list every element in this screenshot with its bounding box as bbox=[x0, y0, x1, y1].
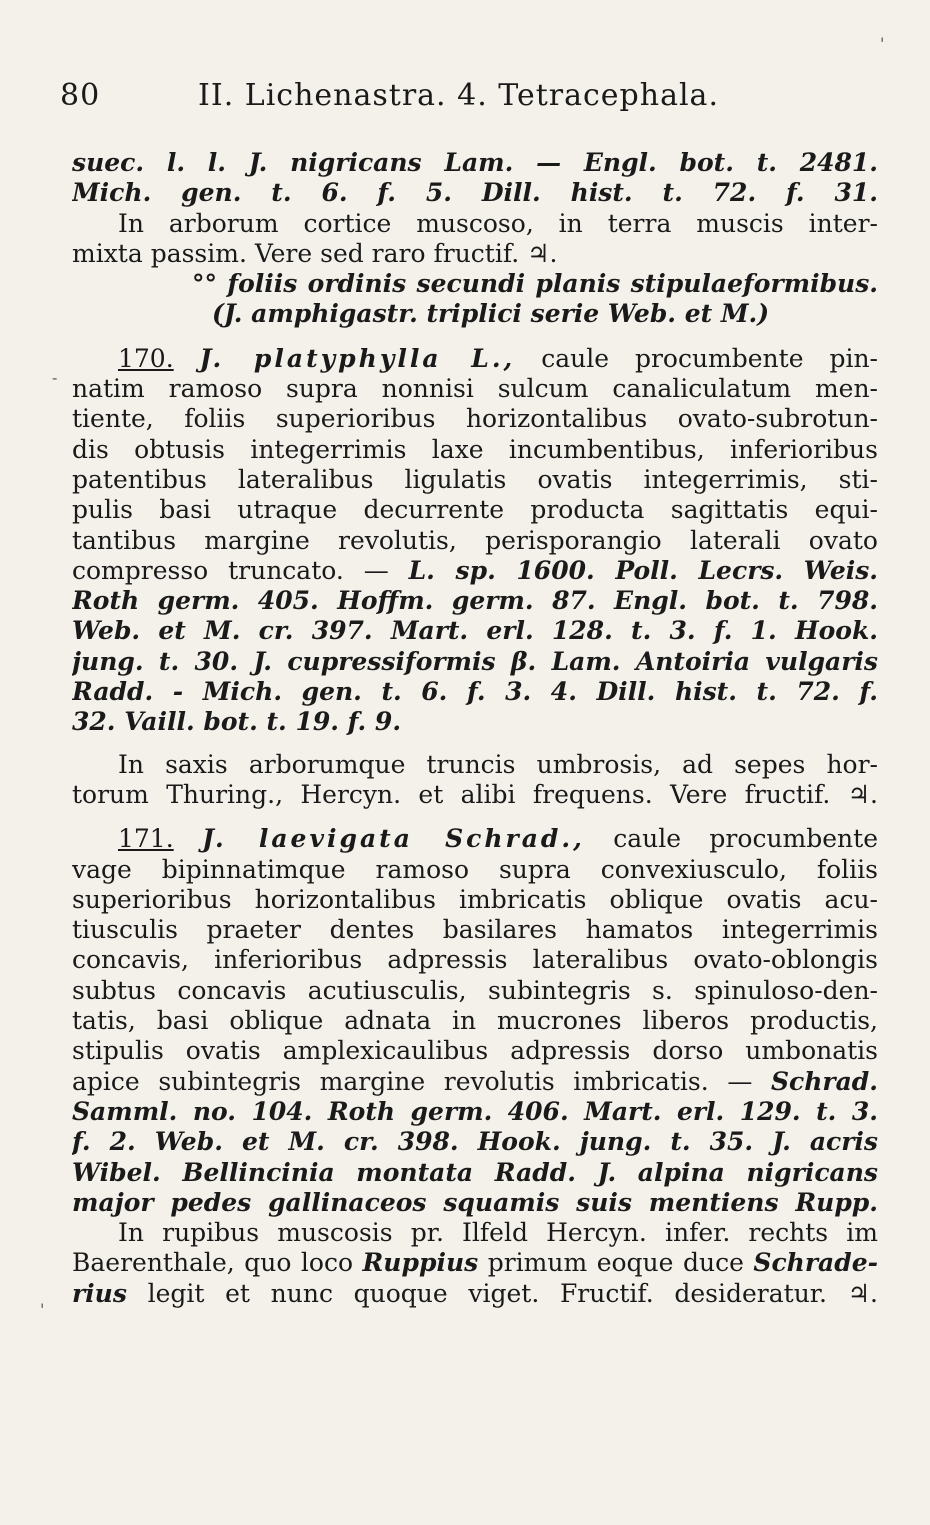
text-line bbox=[72, 1067, 878, 1097]
text-line: Radd. - Mich. gen. t. 6. f. 3. 4. Dill. hist. t. 72. f. bbox=[72, 677, 878, 707]
margin-mark: - bbox=[52, 368, 58, 387]
text-span: compresso truncato. — bbox=[72, 555, 409, 585]
text-line bbox=[72, 556, 878, 586]
page-number: 80 bbox=[60, 78, 101, 113]
text-line bbox=[72, 344, 878, 374]
entry-number: 170. bbox=[118, 343, 174, 373]
text-line: tantibus margine revolutis, perisporangio laterali ovato bbox=[72, 525, 878, 555]
text-line: 32. Vaill. bot. t. 19. f. 9. bbox=[72, 707, 402, 737]
text-span: caule procumbente bbox=[613, 824, 878, 854]
text-line: suec. l. l. J. nigricans Lam. — Engl. bot. t. 2481. bbox=[72, 148, 878, 177]
species-name: J. platyphylla L., bbox=[199, 343, 516, 373]
text-span: caule procumbente pin- bbox=[541, 343, 878, 373]
entry-number: 171. bbox=[118, 824, 174, 854]
running-title: II. Lichenastra. 4. Tetracephala. bbox=[198, 78, 719, 113]
entry-171 bbox=[72, 824, 878, 1309]
entry-170 bbox=[72, 344, 878, 810]
margin-mark: ' bbox=[880, 34, 885, 53]
text-line: tiusculis praeter dentes basilares hamatos integerrimis bbox=[72, 915, 878, 945]
page-body bbox=[72, 148, 878, 1309]
text-span: legit et nunc quoque viget. Fructif. desideratur. ♃. bbox=[126, 1278, 878, 1308]
continuation-block bbox=[72, 148, 878, 330]
text-line: jung. t. 30. J. cupressiformis β. Lam. Antoiria vulgaris bbox=[72, 646, 878, 676]
text-line: Mich. gen. t. 6. f. 5. Dill. hist. t. 72. f. 31. bbox=[72, 178, 878, 208]
text-span: apice subintegris margine revolutis imbricatis. — bbox=[72, 1066, 771, 1096]
text-line: tiente, foliis superioribus horizontalibus ovato-subrotun- bbox=[72, 404, 878, 434]
text-line: mixta passim. Vere sed raro fructif. ♃. bbox=[72, 238, 558, 268]
text-line bbox=[72, 824, 878, 854]
text-line: natim ramoso supra nonnisi sulcum canaliculatum men- bbox=[72, 374, 878, 404]
text-span: L. sp. 1600. Poll. Lecrs. Weis. bbox=[408, 555, 878, 585]
text-line: In rupibus muscosis pr. Ilfeld Hercyn. infer. rechts im bbox=[118, 1218, 878, 1248]
text-line bbox=[72, 1248, 878, 1278]
text-line: stipulis ovatis amplexicaulibus adpressis dorso umbonatis bbox=[72, 1036, 878, 1066]
text-line: superioribus horizontalibus imbricatis oblique ovatis acu- bbox=[72, 884, 878, 914]
page-header bbox=[60, 78, 880, 118]
subsection-heading: (J. amphigastr. triplici serie Web. et M.) bbox=[212, 299, 770, 329]
text-line bbox=[72, 1279, 878, 1309]
text-line: dis obtusis integerrimis laxe incumbentibus, inferioribus bbox=[72, 434, 878, 464]
text-span: primum eoque duce bbox=[478, 1248, 754, 1278]
text-line: Web. et M. cr. 397. Mart. erl. 128. t. 3. f. 1. Hook. bbox=[72, 616, 878, 646]
text-span: Ruppius bbox=[362, 1248, 479, 1278]
subsection-heading: °° foliis ordinis secundi planis stipulaeformibus. bbox=[192, 269, 878, 299]
text-line: In arborum cortice muscoso, in terra muscis inter- bbox=[118, 208, 878, 238]
text-line: Samml. no. 104. Roth germ. 406. Mart. erl. 129. t. 3. bbox=[72, 1096, 878, 1126]
text-line: patentibus lateralibus ligulatis ovatis integerrimis, sti- bbox=[72, 464, 878, 494]
species-name: J. laevigata Schrad., bbox=[202, 824, 585, 854]
text-line: concavis, inferioribus adpressis lateralibus ovato-oblongis bbox=[72, 945, 878, 975]
text-line: tatis, basi oblique adnata in mucrones liberos productis, bbox=[72, 1006, 878, 1036]
text-span: rius bbox=[72, 1278, 127, 1308]
text-span: Schrad. bbox=[770, 1066, 878, 1096]
text-line: Roth germ. 405. Hoffm. germ. 87. Engl. bot. t. 798. bbox=[72, 586, 878, 616]
text-line: subtus concavis acutiusculis, subintegris s. spinuloso-den- bbox=[72, 975, 878, 1005]
text-line: vage bipinnatimque ramoso supra convexiusculo, foliis bbox=[72, 854, 878, 884]
text-line: In saxis arborumque truncis umbrosis, ad sepes hor- bbox=[118, 749, 878, 779]
text-line: pulis basi utraque decurrente producta sagittatis equi- bbox=[72, 495, 878, 525]
margin-mark: ' bbox=[40, 1300, 45, 1319]
text-line: torum Thuring., Hercyn. et alibi frequens. Vere fructif. ♃. bbox=[72, 779, 878, 809]
text-line: f. 2. Web. et M. cr. 398. Hook. jung. t. 35. J. acris bbox=[72, 1127, 878, 1157]
text-line: major pedes gallinaceos squamis suis mentiens Rupp. bbox=[72, 1187, 878, 1217]
text-span: Baerenthale, quo loco bbox=[72, 1248, 363, 1278]
text-span: Schrade- bbox=[753, 1248, 878, 1278]
text-line: Wibel. Bellincinia montata Radd. J. alpina nigricans bbox=[72, 1157, 878, 1187]
